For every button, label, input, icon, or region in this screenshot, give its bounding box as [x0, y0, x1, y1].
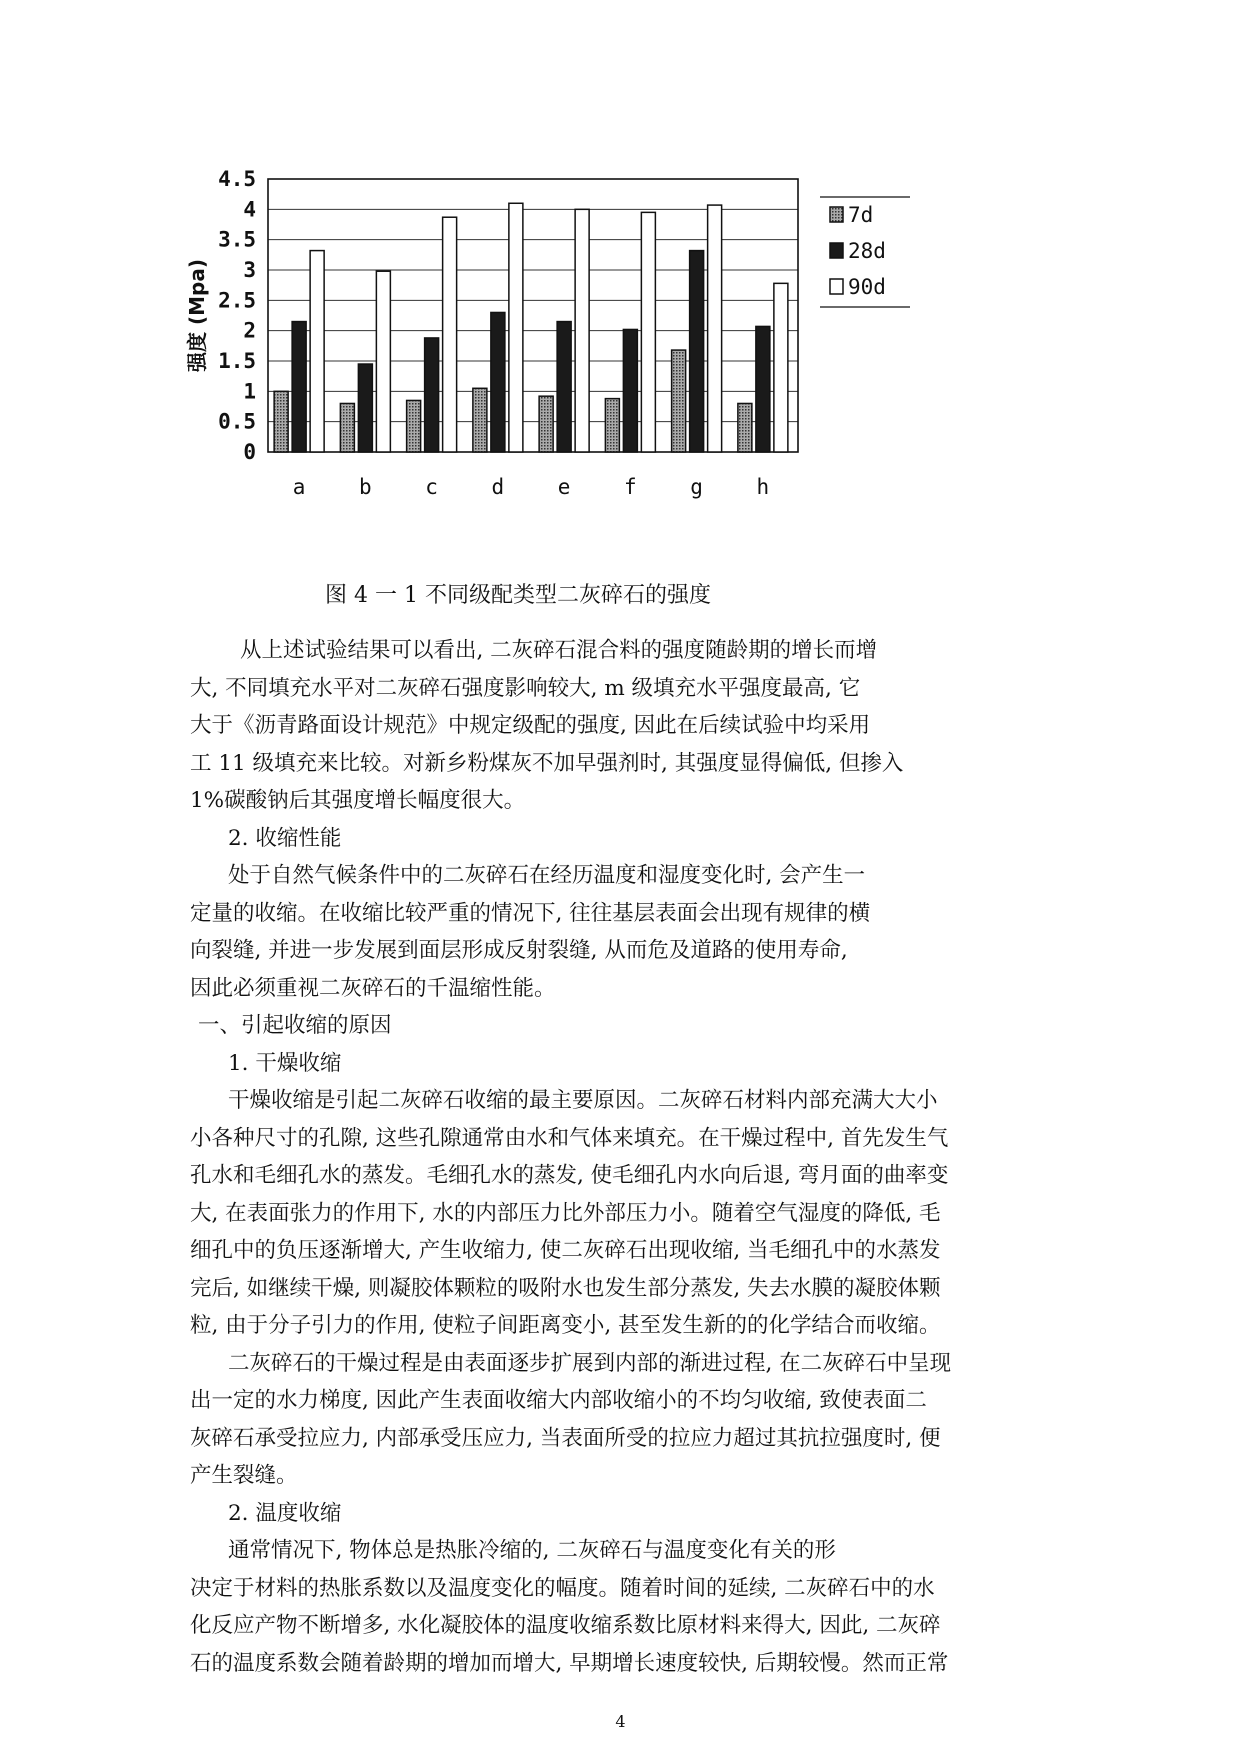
strength-bar-chart	[185, 167, 1010, 555]
x-tick-label: g	[690, 475, 703, 499]
paragraph-line: 化反应产物不断增多, 水化凝胶体的温度收缩系数比原材料来得大, 因此, 二灰碎	[190, 1613, 941, 1638]
bar-90d-f	[641, 212, 655, 452]
legend-swatch-90d	[830, 279, 843, 294]
paragraph-line: 因此必须重视二灰碎石的千温缩性能。	[190, 976, 556, 1001]
y-tick-label: 0	[243, 440, 256, 464]
y-tick-label: 1.5	[218, 349, 256, 373]
paragraph-line: 细孔中的负压逐渐增大, 产生收缩力, 使二灰碎石出现收缩, 当毛细孔中的水蒸发	[190, 1238, 941, 1263]
legend-label-28d: 28d	[848, 239, 886, 263]
bar-28d-b	[358, 364, 372, 452]
y-tick-label: 3	[243, 258, 256, 282]
bar-90d-c	[443, 217, 457, 452]
paragraph-line: 产生裂缝。	[190, 1463, 298, 1488]
x-tick-label: b	[359, 475, 372, 499]
figure-caption: 图 4 一 1 不同级配类型二灰碎石的强度	[325, 583, 711, 608]
x-tick-label: f	[624, 475, 637, 499]
bar-28d-e	[557, 322, 571, 452]
paragraph-line: 通常情况下, 物体总是热胀冷缩的, 二灰碎石与温度变化有关的形	[228, 1538, 836, 1563]
section-heading: 2. 收缩性能	[228, 826, 342, 851]
bar-90d-e	[575, 209, 589, 452]
bar-7d-g	[672, 350, 686, 452]
bar-90d-b	[376, 271, 390, 452]
paragraph-line: 定量的收缩。在收缩比较严重的情况下, 往往基层表面会出现有规律的横	[190, 901, 871, 926]
paragraph-line: 大, 在表面张力的作用下, 水的内部压力比外部压力小。随着空气湿度的降低, 毛	[190, 1201, 941, 1226]
y-axis-label: 强度 (Mpa)	[185, 259, 209, 372]
x-tick-label: a	[292, 475, 306, 499]
paragraph-line: 1%碳酸钠后其强度增长幅度很大。	[190, 788, 526, 813]
bar-7d-a	[274, 391, 288, 452]
section-heading: 一、引起收缩的原因	[198, 1013, 392, 1038]
bar-7d-d	[473, 388, 487, 452]
bar-90d-d	[509, 203, 523, 452]
paragraph-line: 向裂缝, 并进一步发展到面层形成反射裂缝, 从而危及道路的使用寿命,	[190, 938, 848, 963]
legend-label-7d: 7d	[848, 203, 874, 227]
y-tick-label: 3.5	[218, 227, 256, 252]
paragraph-line: 孔水和毛细孔水的蒸发。毛细孔水的蒸发, 使毛细孔内水向后退, 弯月面的曲率变	[190, 1163, 949, 1188]
bar-90d-a	[310, 251, 324, 452]
y-tick-label: 2	[243, 318, 256, 343]
paragraph-line: 从上述试验结果可以看出, 二灰碎石混合料的强度随龄期的增长而增	[240, 638, 878, 663]
bar-28d-a	[292, 322, 306, 452]
paragraph-line: 出一定的水力梯度, 因此产生表面收缩大内部收缩小的不均匀收缩, 致使表面二	[190, 1388, 927, 1413]
bar-90d-h	[774, 283, 788, 452]
paragraph-line: 干燥收缩是引起二灰碎石收缩的最主要原因。二灰碎石材料内部充满大大小	[228, 1088, 938, 1113]
legend-swatch-28d	[830, 243, 843, 258]
bar-28d-h	[756, 326, 770, 452]
paragraph-line: 粒, 由于分子引力的作用, 使粒子间距离变小, 甚至发生新的的化学结合而收缩。	[190, 1313, 941, 1338]
paragraph-line: 决定于材料的热胀系数以及温度变化的幅度。随着时间的延续, 二灰碎石中的水	[190, 1576, 935, 1601]
bar-28d-f	[623, 329, 637, 452]
bar-7d-c	[407, 400, 421, 452]
bar-7d-e	[539, 396, 553, 452]
y-tick-label: 4.5	[218, 167, 256, 191]
section-heading: 1. 干燥收缩	[228, 1051, 342, 1076]
x-tick-label: h	[756, 475, 770, 499]
bar-90d-g	[708, 205, 722, 452]
paragraph-line: 处于自然气候条件中的二灰碎石在经历温度和湿度变化时, 会产生一	[228, 863, 866, 888]
x-tick-label: d	[491, 475, 505, 499]
paragraph-line: 小各种尺寸的孔隙, 这些孔隙通常由水和气体来填充。在干燥过程中, 首先发生气	[190, 1126, 949, 1151]
paragraph-line: 二灰碎石的干燥过程是由表面逐步扩展到内部的渐进过程, 在二灰碎石中呈现	[228, 1351, 952, 1376]
paragraph-line: 工 11 级填充来比较。对新乡粉煤灰不加早强剂时, 其强度显得偏低, 但掺入	[190, 751, 904, 776]
y-tick-label: 4	[243, 197, 256, 222]
section-heading: 2. 温度收缩	[228, 1501, 342, 1526]
legend-label-90d: 90d	[848, 275, 886, 299]
paragraph-line: 大于《沥青路面设计规范》中规定级配的强度, 因此在后续试验中均采用	[190, 713, 871, 738]
x-tick-label: e	[557, 475, 571, 499]
paragraph-line: 大, 不同填充水平对二灰碎石强度影响较大, m 级填充水平强度最高, 它	[190, 676, 861, 701]
bar-7d-h	[738, 403, 752, 452]
bar-7d-b	[340, 403, 354, 452]
bar-28d-c	[425, 338, 439, 452]
page-number: 4	[615, 1712, 626, 1731]
y-tick-label: 0.5	[218, 409, 256, 434]
paragraph-line: 完后, 如继续干燥, 则凝胶体颗粒的吸附水也发生部分蒸发, 失去水膜的凝胶体颗	[190, 1276, 941, 1301]
y-tick-label: 2.5	[218, 288, 256, 313]
bar-28d-d	[491, 312, 505, 452]
paragraph-line: 石的温度系数会随着龄期的增加而增大, 早期增长速度较快, 后期较慢。然而正常	[190, 1651, 949, 1676]
legend-swatch-7d	[830, 207, 843, 222]
bar-7d-f	[605, 399, 619, 452]
bar-28d-g	[690, 251, 704, 452]
x-tick-label: c	[425, 475, 438, 499]
y-tick-label: 1	[243, 379, 256, 404]
paragraph-line: 灰碎石承受拉应力, 内部承受压应力, 当表面所受的拉应力超过其抗拉强度时, 便	[190, 1426, 941, 1451]
